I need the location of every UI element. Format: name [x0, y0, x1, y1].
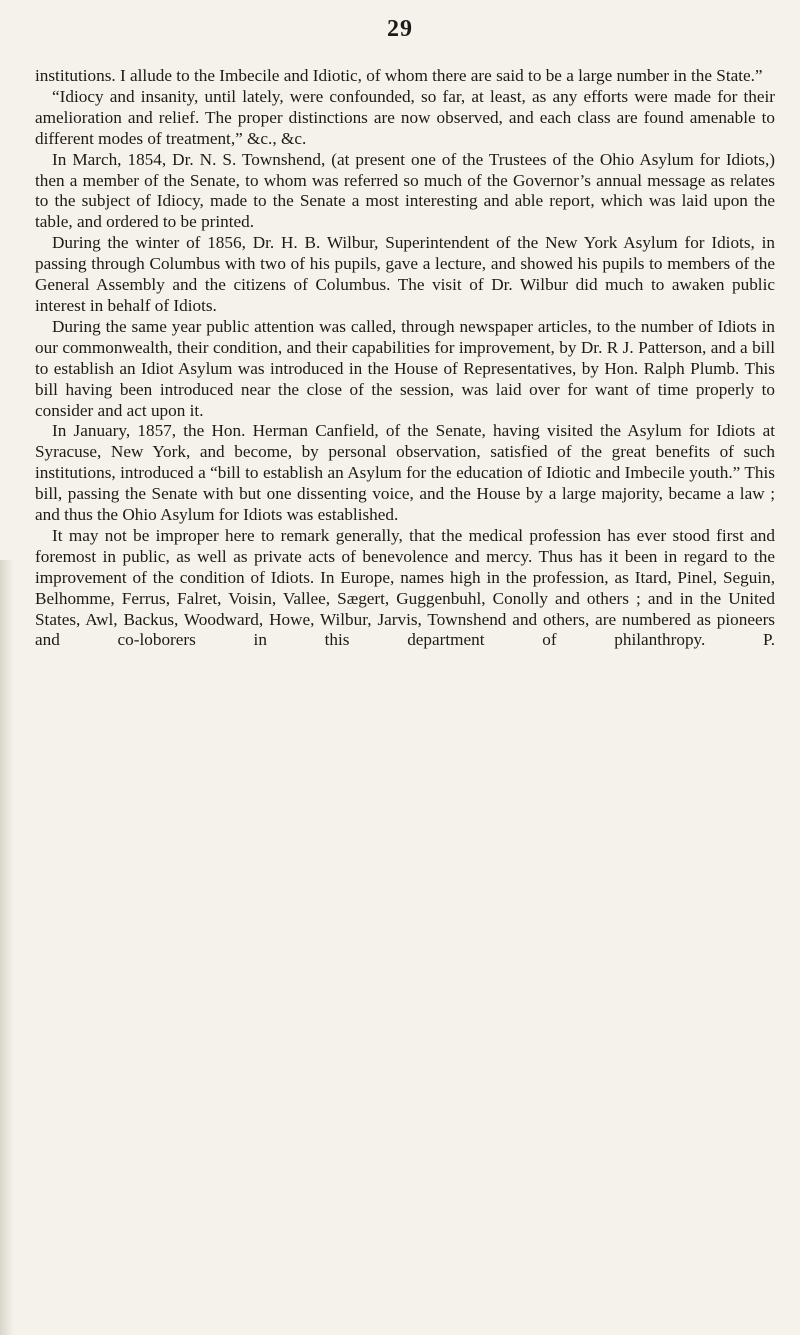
paragraph-3: In March, 1854, Dr. N. S. Townshend, (at present one of the Trustees of the Ohio Asylum for Idiots,) then a member of the Senate, to whom was referred so much of the Governor’s annual message as relates to the subject of Idiocy, made to the Senate a most interesting and able report, which was laid upon the table, and ordered to be printed. — [35, 149, 775, 232]
page-number: 29 — [387, 16, 413, 42]
binding-edge — [0, 560, 14, 1335]
paragraph-7-text: It may not be improper here to remark generally, that the medical profession has ever stood first and foremost in public, as well as private acts of benevolence and mercy. Thus has it been in regard to the improvement of the condition of Idiots. In Europe, names high in the profession, as Itard, Pinel, Seguin, Belhomme, Ferrus, Falret, Voisin, Vallee, Sægert, Guggenbuhl, Conolly and others ; and in the United States, Awl, Backus, Woodward, Howe, Wilbur, Jarvis, Townshend and others, are numbered as pioneers and co-loborers in this department of philanthropy. — [35, 525, 775, 650]
document-body — [35, 66, 775, 651]
paragraph-1: institutions. I allude to the Imbecile and Idiotic, of whom there are said to be a large number in the State.” — [35, 66, 763, 85]
paragraph-2: “Idiocy and insanity, until lately, were confounded, so far, at least, as any efforts were made for their amelioration and relief. The proper distinctions are now observed, and each class are found amenable to different modes of treatment,” &c., &c. — [35, 86, 775, 148]
paragraph-7 — [35, 526, 775, 651]
paragraph-4: During the winter of 1856, Dr. H. B. Wilbur, Superintendent of the New York Asylum for Idiots, in passing through Columbus with two of his pupils, gave a lecture, and showed his pupils to members of the General Assembly and the citizens of Columbus. The visit of Dr. Wilbur did much to awaken public interest in behalf of Idiots. — [35, 233, 775, 315]
paragraph-6: In January, 1857, the Hon. Herman Canfield, of the Senate, having visited the Asylum for Idiots at Syracuse, New York, and become, by personal observation, satisfied of the great benefits of such institutions, introduced a “bill to establish an Asylum for the education of Idiotic and Imbecile youth.” This bill, passing the Senate with but one dissenting voice, and the House by a large majority, became a law ; and thus the Ohio Asylum for Idiots was established. — [35, 421, 775, 525]
signature: P. — [763, 630, 775, 650]
paragraph-5: During the same year public attention was called, through newspaper articles, to the number of Idiots in our commonwealth, their condition, and their capabilities for improvement, by Dr. R J. Patterson, and a bill to establish an Idiot Asylum was introduced in the House of Representatives, by Hon. Ralph Plumb. This bill having been introduced near the close of the session, was laid over for want of time properly to consider and act upon it. — [35, 316, 775, 420]
